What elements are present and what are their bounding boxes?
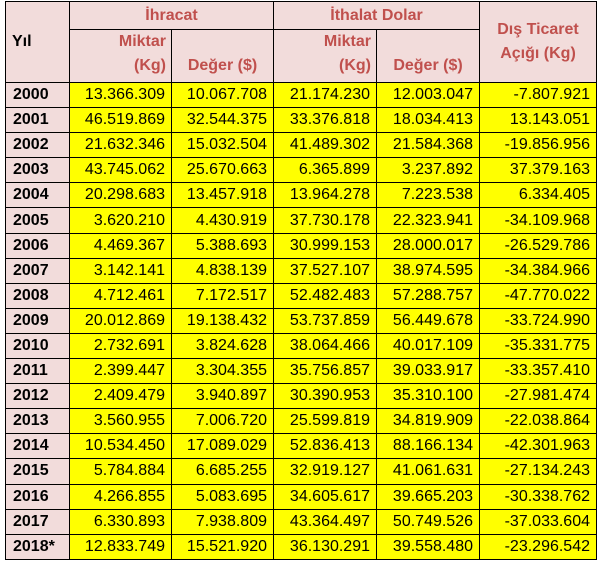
import-value-cell: 12.003.047 [377,83,480,108]
year-cell: 2013 [6,409,70,434]
export-qty-cell: 21.632.346 [70,133,172,158]
year-cell: 2003 [6,158,70,183]
import-group-header: İthalat Dolar [274,2,480,30]
table-row [6,258,597,283]
import-qty-cell: 43.364.497 [274,509,377,534]
import-value-cell: 41.061.631 [377,459,480,484]
export-value-header: Değer ($) [172,30,274,83]
import-qty-cell: 38.064.466 [274,333,377,358]
export-value-cell: 3.940.897 [172,384,274,409]
table-row [6,108,597,133]
table-row [6,384,597,409]
deficit-cell: -34.384.966 [480,258,597,283]
export-qty-cell: 20.012.869 [70,308,172,333]
import-qty-header [274,30,377,83]
export-value-cell: 5.388.693 [172,233,274,258]
year-cell: 2016 [6,484,70,509]
export-qty-cell: 2.732.691 [70,333,172,358]
export-qty-cell: 6.330.893 [70,509,172,534]
year-cell: 2005 [6,208,70,233]
table-body [6,83,597,560]
export-value-cell: 4.838.139 [172,258,274,283]
deficit-cell: -27.134.243 [480,459,597,484]
year-cell: 2000 [6,83,70,108]
import-value-cell: 57.288.757 [377,283,480,308]
deficit-cell: -34.109.968 [480,208,597,233]
export-qty-cell: 5.784.884 [70,459,172,484]
export-value-cell: 3.304.355 [172,359,274,384]
import-qty-cell: 30.999.153 [274,233,377,258]
export-value-cell: 5.083.695 [172,484,274,509]
year-cell: 2004 [6,183,70,208]
export-value-cell: 15.521.920 [172,534,274,559]
export-value-cell: 25.670.663 [172,158,274,183]
table-row [6,333,597,358]
table-row [6,233,597,258]
import-value-header: Değer ($) [377,30,480,83]
import-value-cell: 34.819.909 [377,409,480,434]
import-value-cell: 50.749.526 [377,509,480,534]
import-qty-header-line2: (Kg) [339,57,371,74]
table-row [6,434,597,459]
deficit-cell: 37.379.163 [480,158,597,183]
year-cell: 2011 [6,359,70,384]
export-qty-cell: 12.833.749 [70,534,172,559]
deficit-cell: -42.301.963 [480,434,597,459]
export-qty-cell: 46.519.869 [70,108,172,133]
year-cell: 2006 [6,233,70,258]
year-header: Yıl [6,2,70,83]
export-qty-header-line2: (Kg) [134,57,166,74]
deficit-cell: -19.856.956 [480,133,597,158]
import-value-cell: 38.974.595 [377,258,480,283]
import-qty-cell: 13.964.278 [274,183,377,208]
year-cell: 2017 [6,509,70,534]
deficit-cell: -22.038.864 [480,409,597,434]
deficit-cell: -30.338.762 [480,484,597,509]
export-value-cell: 10.067.708 [172,83,274,108]
export-qty-cell: 2.409.479 [70,384,172,409]
export-qty-header [70,30,172,83]
deficit-cell: -33.724.990 [480,308,597,333]
export-qty-cell: 4.712.461 [70,283,172,308]
export-group-header: İhracat [70,2,274,30]
deficit-header [480,2,597,83]
import-value-cell: 40.017.109 [377,333,480,358]
deficit-cell: 6.334.405 [480,183,597,208]
table-row [6,208,597,233]
import-qty-cell: 37.527.107 [274,258,377,283]
export-qty-cell: 4.469.367 [70,233,172,258]
table-row [6,359,597,384]
export-qty-cell: 13.366.309 [70,83,172,108]
trade-table-container [5,1,597,560]
table-row [6,484,597,509]
export-qty-cell: 20.298.683 [70,183,172,208]
deficit-cell: -47.770.022 [480,283,597,308]
import-value-cell: 88.166.134 [377,434,480,459]
import-qty-cell: 33.376.818 [274,108,377,133]
import-value-cell: 39.665.203 [377,484,480,509]
deficit-cell: -35.331.775 [480,333,597,358]
import-value-cell: 22.323.941 [377,208,480,233]
export-qty-header-line1: Miktar [118,33,166,50]
table-row [6,308,597,333]
deficit-cell: -33.357.410 [480,359,597,384]
table-row [6,183,597,208]
export-value-cell: 15.032.504 [172,133,274,158]
export-qty-cell: 10.534.450 [70,434,172,459]
year-cell: 2008 [6,283,70,308]
table-row [6,283,597,308]
import-value-cell: 28.000.017 [377,233,480,258]
export-value-cell: 7.938.809 [172,509,274,534]
table-row [6,83,597,108]
export-value-cell: 19.138.432 [172,308,274,333]
export-value-cell: 3.824.628 [172,333,274,358]
export-value-cell: 6.685.255 [172,459,274,484]
import-qty-cell: 35.756.857 [274,359,377,384]
table-row [6,534,597,559]
import-qty-cell: 30.390.953 [274,384,377,409]
import-value-cell: 21.584.368 [377,133,480,158]
deficit-header-line2: Açığı (Kg) [500,45,576,62]
export-value-cell: 7.172.517 [172,283,274,308]
import-qty-cell: 41.489.302 [274,133,377,158]
import-value-cell: 35.310.100 [377,384,480,409]
import-value-cell: 3.237.892 [377,158,480,183]
deficit-cell: -27.981.474 [480,384,597,409]
year-cell: 2018* [6,534,70,559]
year-cell: 2010 [6,333,70,358]
import-qty-cell: 25.599.819 [274,409,377,434]
export-qty-cell: 2.399.447 [70,359,172,384]
export-qty-cell: 4.266.855 [70,484,172,509]
year-cell: 2012 [6,384,70,409]
export-qty-cell: 3.620.210 [70,208,172,233]
deficit-cell: -26.529.786 [480,233,597,258]
import-qty-cell: 34.605.617 [274,484,377,509]
export-value-cell: 4.430.919 [172,208,274,233]
export-value-cell: 13.457.918 [172,183,274,208]
import-qty-cell: 37.730.178 [274,208,377,233]
import-qty-cell: 52.836.413 [274,434,377,459]
export-qty-cell: 3.560.955 [70,409,172,434]
year-cell: 2001 [6,108,70,133]
import-qty-cell: 21.174.230 [274,83,377,108]
year-cell: 2014 [6,434,70,459]
deficit-cell: -23.296.542 [480,534,597,559]
trade-table [5,1,597,560]
table-row [6,409,597,434]
export-value-cell: 32.544.375 [172,108,274,133]
year-cell: 2009 [6,308,70,333]
export-value-cell: 17.089.029 [172,434,274,459]
table-row [6,459,597,484]
import-qty-cell: 52.482.483 [274,283,377,308]
year-cell: 2007 [6,258,70,283]
export-qty-cell: 43.745.062 [70,158,172,183]
import-value-cell: 56.449.678 [377,308,480,333]
year-cell: 2002 [6,133,70,158]
import-qty-cell: 32.919.127 [274,459,377,484]
export-value-cell: 7.006.720 [172,409,274,434]
import-value-cell: 39.033.917 [377,359,480,384]
deficit-cell: 13.143.051 [480,108,597,133]
year-cell: 2015 [6,459,70,484]
deficit-cell: -37.033.604 [480,509,597,534]
table-row [6,158,597,183]
import-value-cell: 7.223.538 [377,183,480,208]
import-qty-cell: 36.130.291 [274,534,377,559]
import-value-cell: 39.558.480 [377,534,480,559]
import-qty-header-line1: Miktar [323,33,371,50]
table-row [6,509,597,534]
deficit-header-line1: Dış Ticaret [497,21,579,38]
import-qty-cell: 53.737.859 [274,308,377,333]
deficit-cell: -7.807.921 [480,83,597,108]
table-row [6,133,597,158]
import-qty-cell: 6.365.899 [274,158,377,183]
export-qty-cell: 3.142.141 [70,258,172,283]
import-value-cell: 18.034.413 [377,108,480,133]
